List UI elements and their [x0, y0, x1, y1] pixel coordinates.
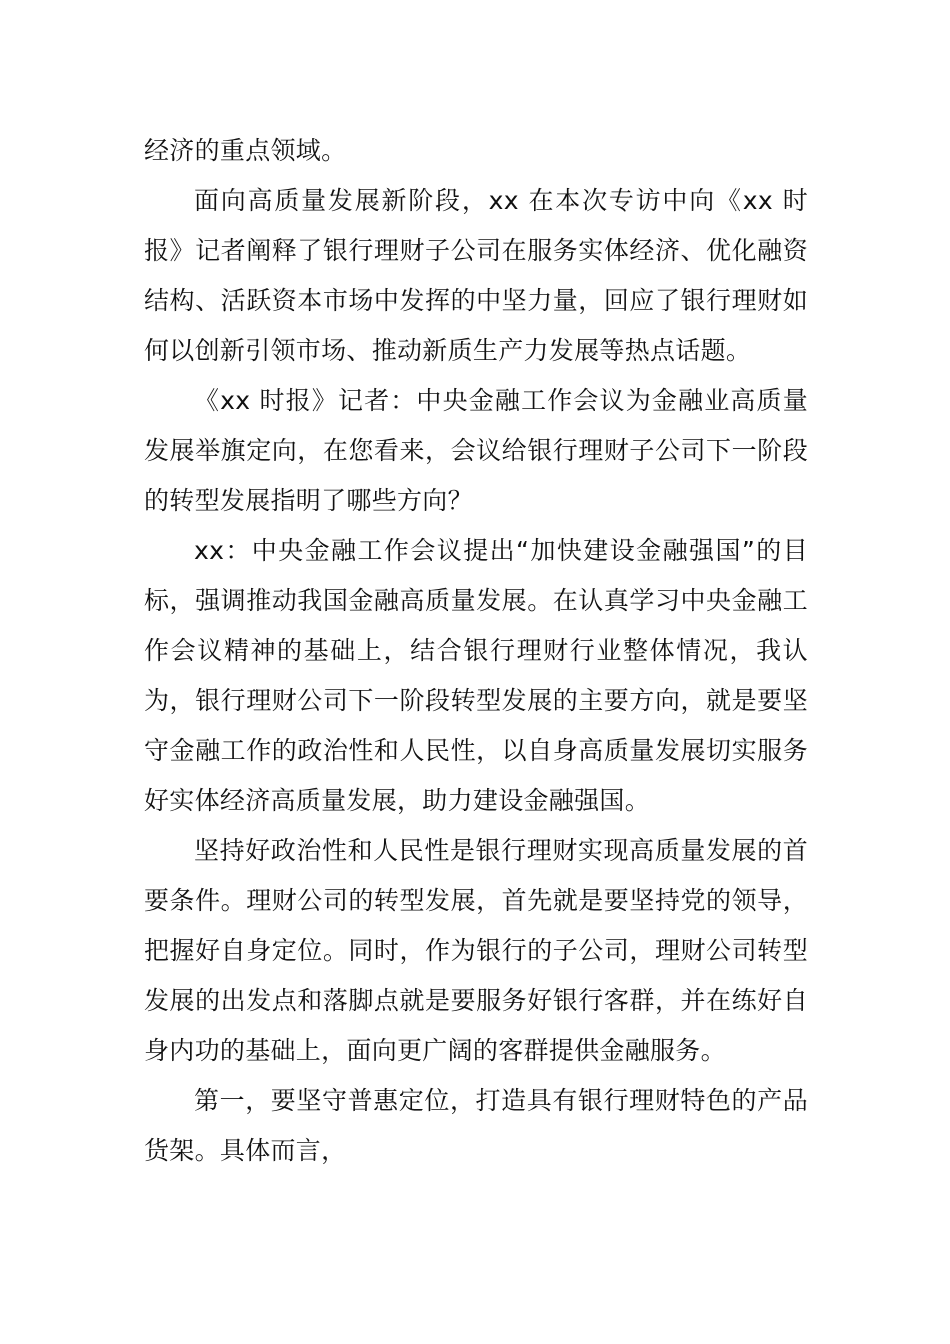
- paragraph-0: 经济的重点领域。: [144, 136, 347, 165]
- document-body: [144, 126, 808, 1176]
- paragraph-3: xx：中央金融工作会议提出“加快建设金融强国”的目标，强调推动我国金融高质量发展。在认真学习中央金融工作会议精神的基础上，结合银行理财行业整体情况，我认为，银行理财公司下一阶段转型发展的主要方向，就是要坚守金融工作的政治性和人民性，以自身高质量发展切实服务好实体经济高质量发展，助力建设金融强国。: [144, 536, 808, 815]
- paragraph-1: 面向高质量发展新阶段，xx 在本次专访中向《xx 时报》记者阐释了银行理财子公司在服务实体经济、优化融资结构、活跃资本市场中发挥的中坚力量，回应了银行理财如何以创新引领市场、推动新质生产力发展等热点话题。: [144, 186, 808, 365]
- paragraph-5: 第一，要坚守普惠定位，打造具有银行理财特色的产品货架。具体而言，: [144, 1086, 808, 1165]
- paragraph-2: 《xx 时报》记者：中央金融工作会议为金融业高质量发展举旗定向，在您看来，会议给银行理财子公司下一阶段的转型发展指明了哪些方向？: [144, 386, 808, 515]
- paragraph-4: 坚持好政治性和人民性是银行理财实现高质量发展的首要条件。理财公司的转型发展，首先就是要坚持党的领导，把握好自身定位。同时，作为银行的子公司，理财公司转型发展的出发点和落脚点就是要服务好银行客群，并在练好自身内功的基础上，面向更广阔的客群提供金融服务。: [144, 836, 808, 1065]
